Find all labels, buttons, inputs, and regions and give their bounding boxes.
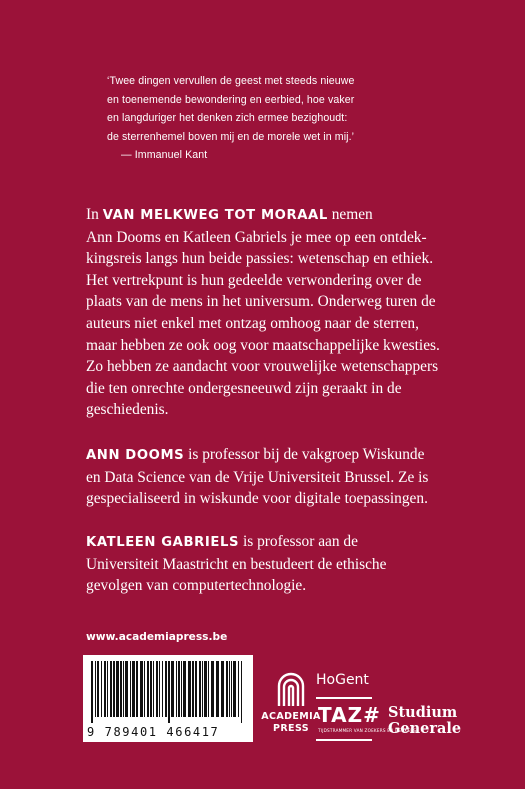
studium-word: Studium bbox=[388, 704, 458, 721]
author1-line1-rest: is professor bij de vakgroep Wiskunde bbox=[188, 446, 425, 463]
author1-line: en Data Science van de Vrije Universiteit Brussel. Ze is bbox=[86, 468, 429, 486]
intro-line: die ten onrechte ondergesneeuwd zijn geraakt in de bbox=[86, 379, 402, 397]
kant-quote bbox=[107, 72, 487, 165]
author1-bio bbox=[86, 444, 478, 510]
taz-logo bbox=[316, 697, 417, 741]
isbn-barcode bbox=[83, 655, 253, 742]
quote-line: en langduriger het denken zich ermee bezighoudt: bbox=[107, 112, 348, 124]
author2-line1-rest: is professor aan de bbox=[242, 533, 358, 550]
author2-line: Universiteit Maastricht en bestudeert de ethische bbox=[86, 555, 387, 573]
intro-line: Het vertrekpunt is hun gedeelde verwondering over de bbox=[86, 271, 422, 289]
taz-subtitle: TIJDSTRAMMER VAN ZOEKERS EN DENKERS bbox=[318, 728, 417, 733]
intro-line: geschiedenis. bbox=[86, 401, 169, 419]
barcode-bars bbox=[91, 661, 245, 723]
author2-line: gevolgen van computertechnologie. bbox=[86, 577, 307, 595]
author1-line: gespecialiseerd in wiskunde voor digitale toepassingen. bbox=[86, 490, 428, 508]
intro-lead: In bbox=[86, 206, 99, 223]
arch-icon bbox=[276, 672, 306, 706]
book-title: VAN MELKWEG TOT MORAAL bbox=[102, 208, 328, 223]
author1-line bbox=[86, 444, 478, 467]
academia-word: ACADEMIA bbox=[261, 711, 321, 722]
publisher-url[interactable]: www.academiapress.be bbox=[86, 631, 228, 643]
isbn-digits: 9 789401 466417 bbox=[87, 725, 220, 739]
quote-line: de sterrenhemel boven mij en de morele wet in mij.’ bbox=[107, 130, 355, 143]
author1-name: ANN DOOMS bbox=[86, 448, 185, 463]
author2-name: KATLEEN GABRIELS bbox=[86, 535, 240, 550]
intro-line: Ann Dooms en Katleen Gabriels je mee op een ontdek- bbox=[86, 228, 427, 246]
author2-bio bbox=[86, 531, 478, 597]
taz-word: TAZ# bbox=[318, 703, 381, 727]
generale-word: Generale bbox=[388, 720, 462, 737]
intro-line: Zo hebben ze aandacht voor vrouwelijke wetenschappers bbox=[86, 358, 439, 376]
intro-line: kingsreis langs hun beide passies: wetenschap en ethiek. bbox=[86, 250, 434, 268]
intro-line: maar hebben ze ook oog voor maatschappelijke kwesties. bbox=[86, 336, 440, 354]
author2-line bbox=[86, 531, 478, 554]
intro-line: plaats van de mens in het universum. Onderweg turen de bbox=[86, 293, 436, 311]
hogent-logo: HoGent bbox=[316, 672, 369, 688]
quote-line: en toenemende bewondering en eerbied, hoe vaker bbox=[107, 93, 355, 106]
intro-line: auteurs niet enkel met ontzag omhoog naar de sterren, bbox=[86, 314, 419, 332]
studium-generale-logo bbox=[388, 705, 461, 737]
quote-line: ‘Twee dingen vervullen de geest met steeds nieuwe bbox=[107, 75, 355, 87]
intro-line bbox=[86, 204, 478, 227]
intro-line1-rest: nemen bbox=[331, 206, 373, 223]
press-word: PRESS bbox=[272, 723, 310, 734]
quote-attribution: — Immanuel Kant bbox=[121, 149, 208, 161]
intro-paragraph bbox=[86, 204, 478, 421]
